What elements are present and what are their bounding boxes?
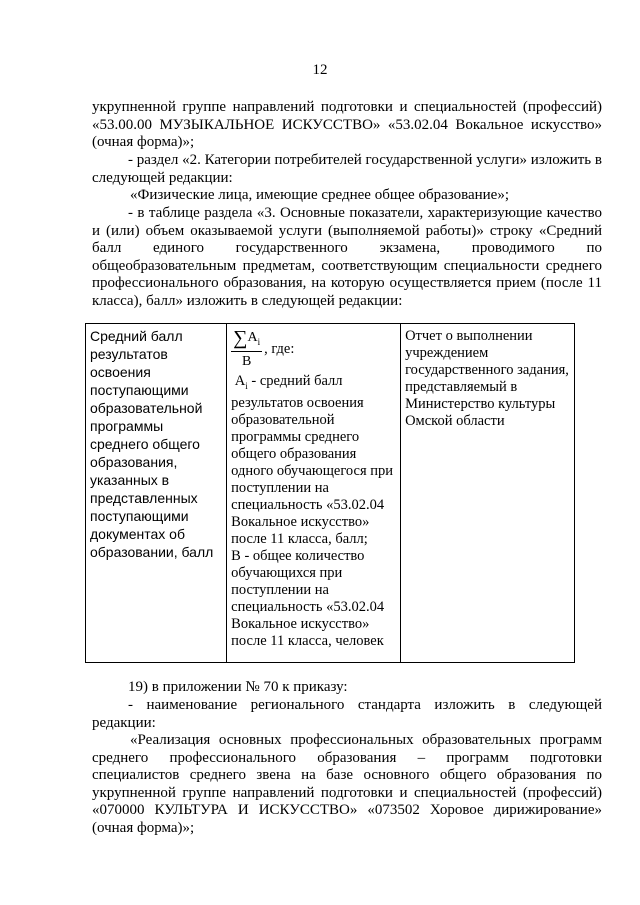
paragraph-section-2-amendment: - раздел «2. Категории потребителей государственной услуги» изложить в следующей редакции: <box>92 152 602 186</box>
paragraph-standard-name-amendment: - наименование регионального стандарта изложить в следующей редакции: <box>92 697 602 731</box>
formula-denominator: B <box>241 353 252 369</box>
average-score-formula <box>231 327 396 369</box>
ai-definition: $A_i$ - средний балл результатов освоения образовательной программы среднего общего образования одного обучающегося при поступлении на специальность «53.02.04 Вокальное искусство» после 11 класса, балл; <box>231 372 394 547</box>
paragraph-section-3-amendment: - в таблице раздела «3. Основные показатели, характеризующие качество и (или) объем оказываемой услуги (выполняемой работы)» строку «Средний балл единого государственного экзамена, проводимого по общеобразовательным предметам, соответствующим специальности среднего профессионального образования, на которую осуществляется прием (после 11 класса), балл» изложить в следующей редакции: <box>92 205 602 309</box>
data-source-cell <box>401 324 575 663</box>
paragraph-consumer-category: «Физические лица, имеющие среднее общее образование»; <box>130 187 509 203</box>
formula-fraction <box>231 327 262 369</box>
page-number: 12 <box>312 62 328 78</box>
paragraph-new-standard-name: «Реализация основных профессиональных образовательных программ среднего профессионального образования – программ подготовки специалистов среднего звена на базе основного общего образования по укрупненной группе направлений подготовки и специальностей (профессий) «070000 КУЛЬТУРА И ИСКУССТВО» «073502 Хоровое дирижирование» (очная форма)»; <box>92 732 602 836</box>
data-source-text: Отчет о выполнении учреждением государственного задания, представляемый в Министерство культуры Омской области <box>405 328 569 429</box>
calculation-formula-cell <box>227 324 401 663</box>
b-definition: В - общее количество обучающихся при поступлении на специальность «53.02.04 Вокальное искусство» после 11 класса, человек <box>231 547 385 649</box>
formula-numerator: $\sum A_i$ <box>231 330 262 352</box>
table-row <box>86 324 575 663</box>
formula-suffix: , где: <box>264 340 295 357</box>
paragraph-item-19: 19) в приложении № 70 к приказу: <box>128 679 348 695</box>
indicator-name-cell <box>86 324 227 663</box>
paragraph-standard-name-continued: укрупненной группе направлений подготовки и специальностей (профессий) «53.00.00 МУЗЫКАЛЬНОЕ ИСКУССТВО» «53.02.04 Вокальное искусство» (очная форма)»; <box>92 99 602 151</box>
indicator-table <box>85 323 575 663</box>
indicator-name: Средний балл результатов освоения поступающими образовательной программы среднего общего образования, указанных в представленных поступающими документах об образовании, балл <box>90 328 214 560</box>
